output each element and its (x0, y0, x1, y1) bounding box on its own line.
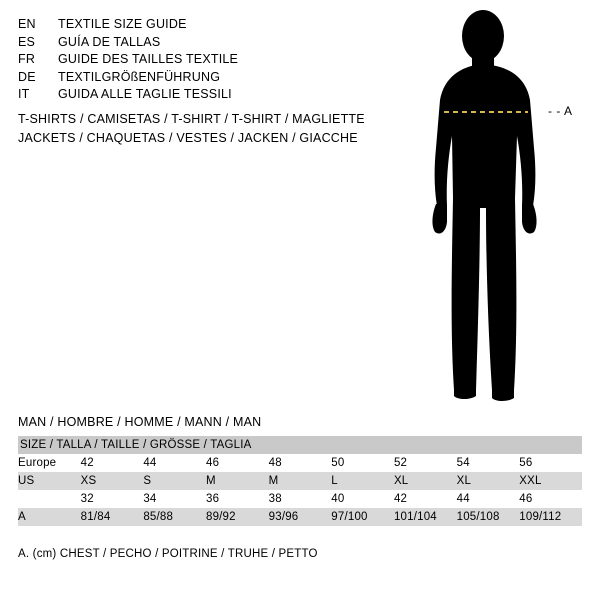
row-value: 97/100 (331, 508, 394, 526)
language-row (18, 34, 358, 52)
measure-dash: - - (548, 104, 564, 118)
row-value: 40 (331, 490, 394, 508)
language-text: TEXTILE SIZE GUIDE (58, 17, 187, 31)
row-value: XXL (519, 472, 582, 490)
row-value: XL (457, 472, 520, 490)
table-row (18, 472, 582, 490)
language-code: IT (18, 87, 30, 101)
size-table (18, 436, 582, 526)
row-value: 46 (519, 490, 582, 508)
size-table-area (18, 415, 582, 526)
row-value: 42 (81, 454, 144, 472)
row-value: XL (394, 472, 457, 490)
row-value: S (143, 472, 206, 490)
language-text: GUIDE DES TAILLES TEXTILE (58, 52, 239, 66)
row-value: XS (81, 472, 144, 490)
row-value: 81/84 (81, 508, 144, 526)
language-row (18, 86, 358, 104)
row-label: A (18, 508, 81, 526)
garment-types (18, 110, 418, 148)
row-value: 50 (331, 454, 394, 472)
table-row (18, 508, 582, 526)
language-row (18, 16, 358, 34)
row-value: 101/104 (394, 508, 457, 526)
garment-line-tshirts: T-SHIRTS / CAMISETAS / T-SHIRT / T-SHIRT / MAGLIETTE (18, 112, 365, 126)
row-value: 93/96 (269, 508, 332, 526)
row-value: 44 (143, 454, 206, 472)
language-list (18, 16, 358, 104)
language-code: DE (18, 69, 36, 84)
row-value: 54 (457, 454, 520, 472)
language-row (18, 69, 358, 87)
row-value: 52 (394, 454, 457, 472)
row-label (18, 490, 81, 508)
row-value: M (206, 472, 269, 490)
table-header-row (18, 436, 582, 454)
row-value: 105/108 (457, 508, 520, 526)
row-value: 34 (143, 490, 206, 508)
row-value: 46 (206, 454, 269, 472)
measure-letter: A (564, 104, 573, 118)
row-value: 48 (269, 454, 332, 472)
table-title: MAN / HOMBRE / HOMME / MANN / MAN (18, 415, 262, 429)
table-row (18, 454, 582, 472)
measure-marker-a (548, 104, 573, 118)
silhouette-icon (400, 8, 600, 408)
male-silhouette-figure (400, 8, 600, 408)
row-value: 42 (394, 490, 457, 508)
language-text: TEXTILGRÖßENFÜHRUNG (58, 69, 221, 84)
row-value: 89/92 (206, 508, 269, 526)
table-header-label: SIZE / TALLA / TAILLE / GRÖSSE / TAGLIA (20, 439, 252, 451)
row-value: L (331, 472, 394, 490)
language-text: GUÍA DE TALLAS (58, 34, 161, 49)
row-label: US (18, 472, 81, 490)
row-value: 85/88 (143, 508, 206, 526)
language-text: GUIDA ALLE TAGLIE TESSILI (58, 87, 232, 101)
row-value: 56 (519, 454, 582, 472)
row-value: 36 (206, 490, 269, 508)
table-footnote: A. (cm) CHEST / PECHO / POITRINE / TRUHE / PETTO (18, 548, 318, 560)
row-value: 44 (457, 490, 520, 508)
language-code: EN (18, 17, 36, 31)
row-value: M (269, 472, 332, 490)
language-row (18, 51, 358, 69)
language-code: ES (18, 34, 36, 49)
row-label: Europe (18, 454, 81, 472)
row-value: 32 (81, 490, 144, 508)
table-row (18, 490, 582, 508)
row-value: 38 (269, 490, 332, 508)
garment-line-jackets: JACKETS / CHAQUETAS / VESTES / JACKEN / GIACCHE (18, 131, 358, 145)
row-value: 109/112 (519, 508, 582, 526)
language-code: FR (18, 52, 36, 66)
